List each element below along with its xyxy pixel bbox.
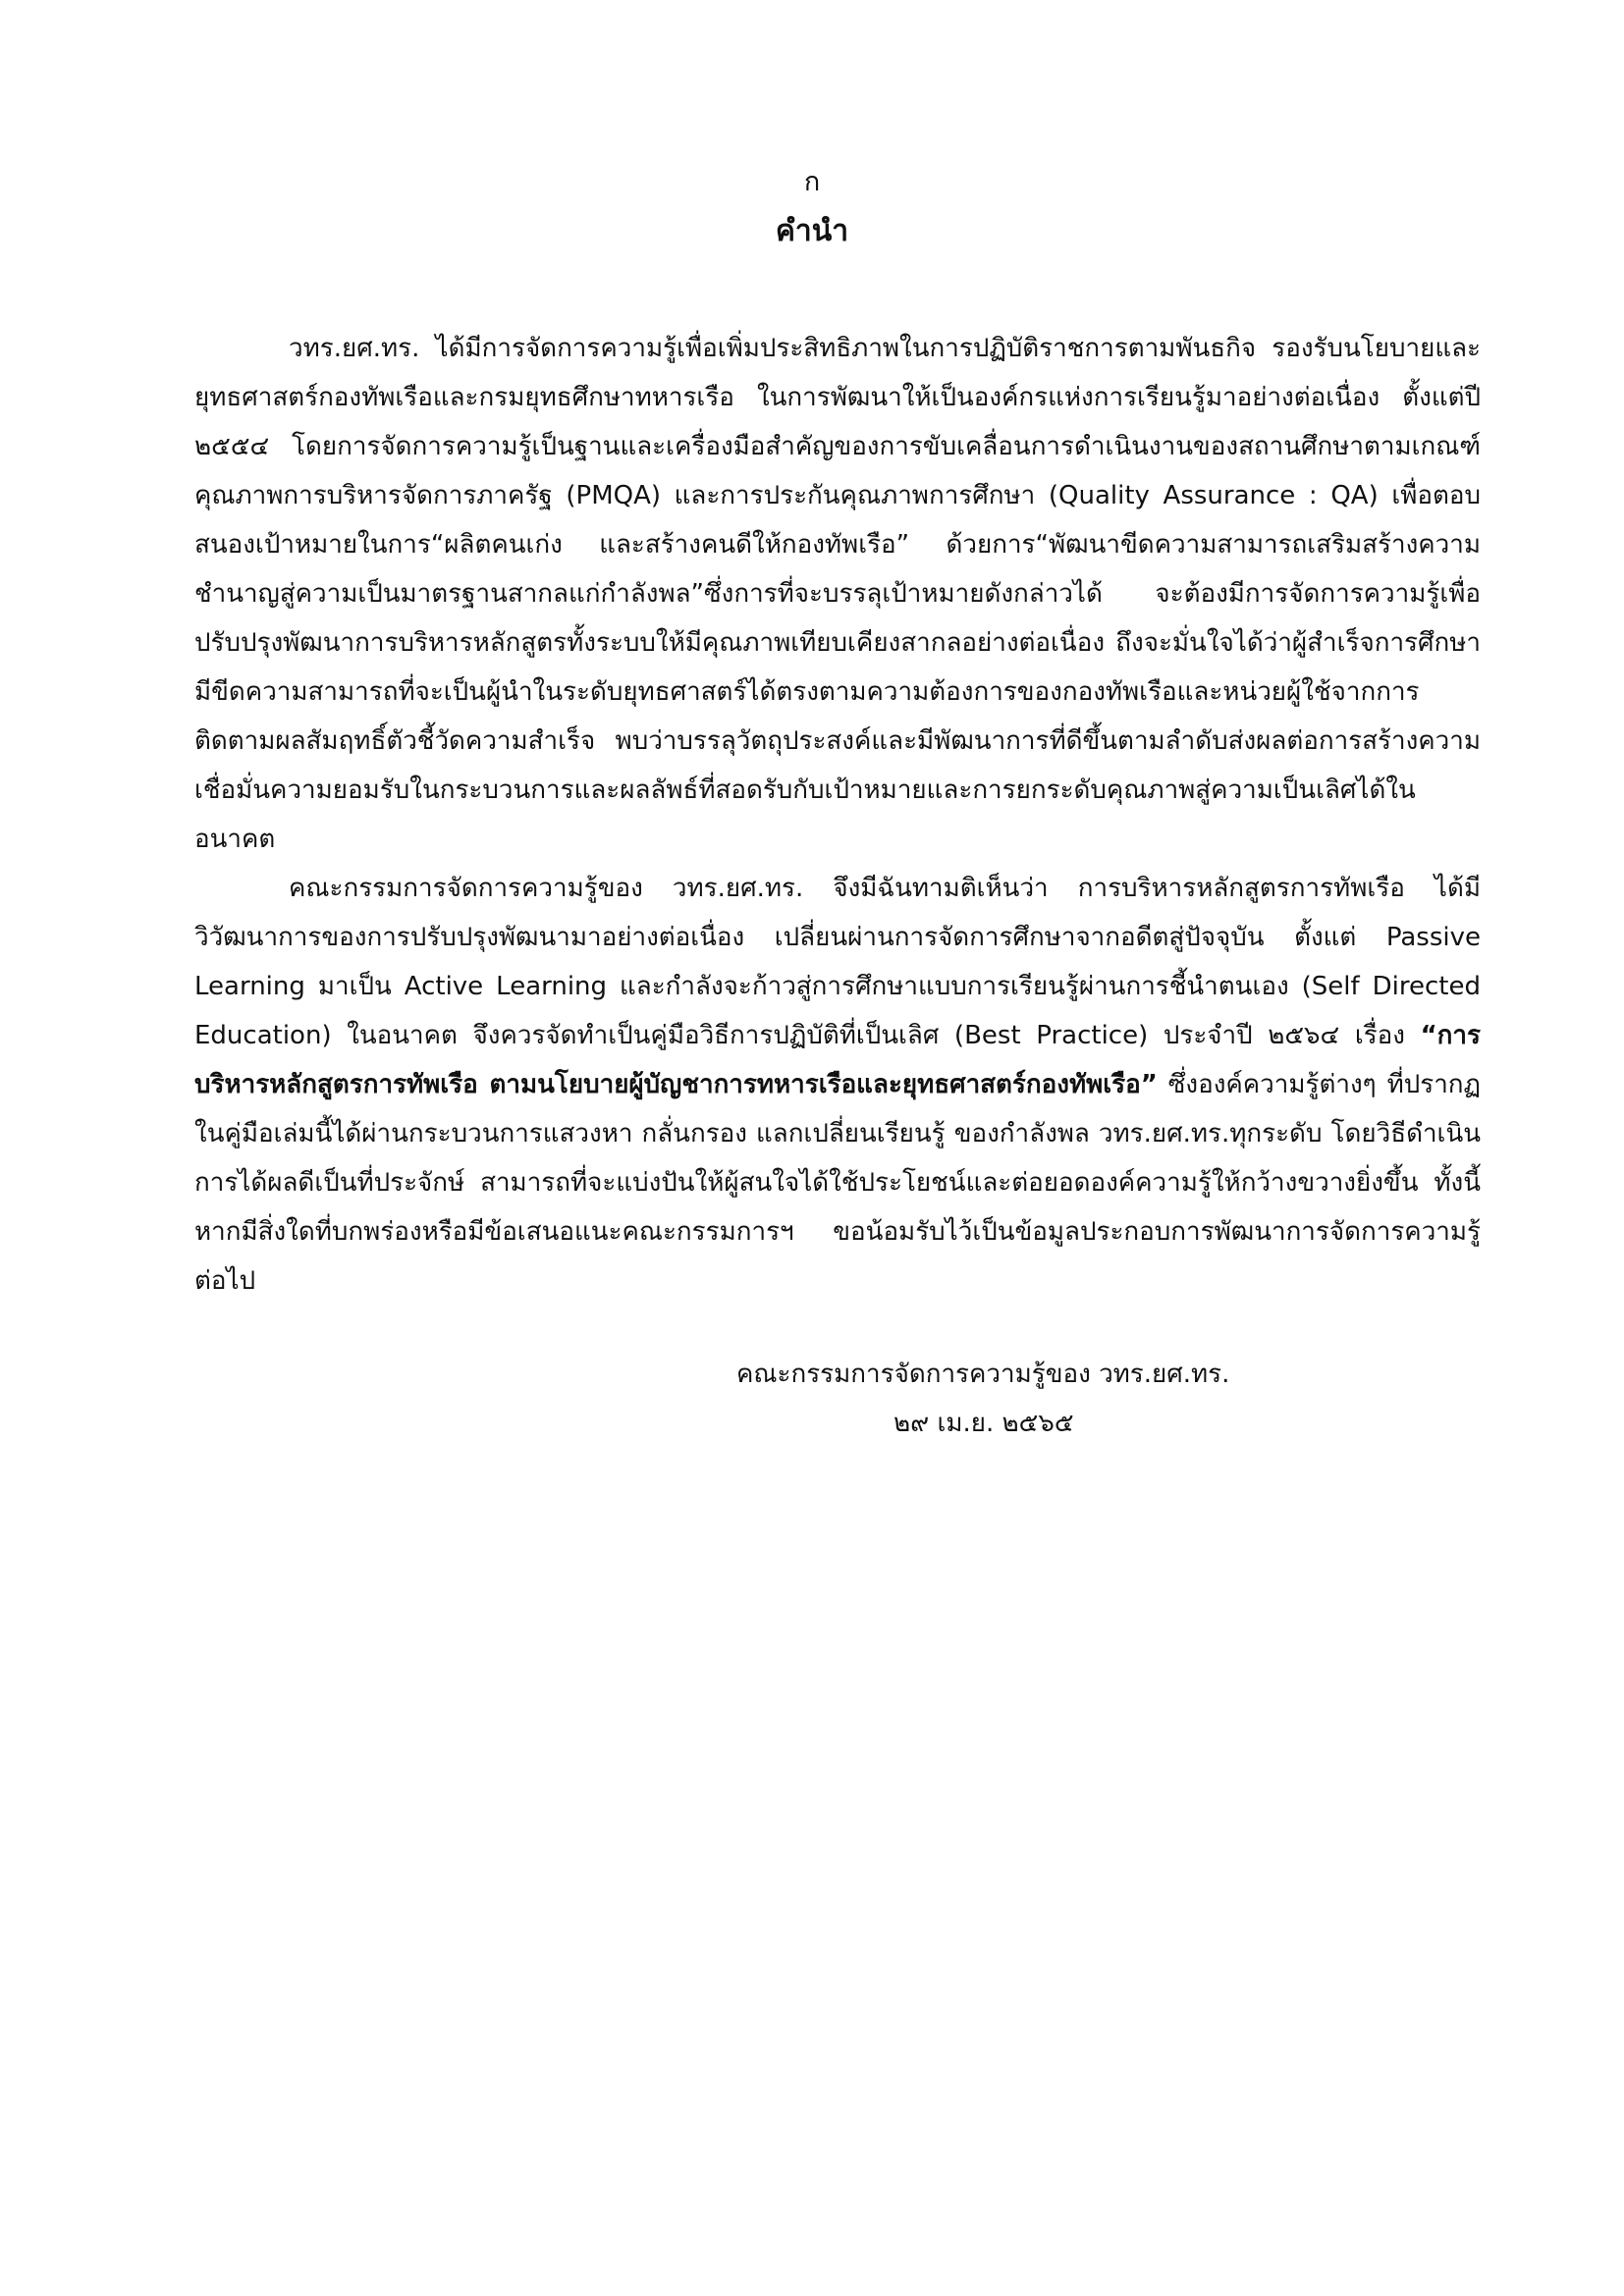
signature-block [727,1350,1276,1448]
paragraph-2 [194,864,1481,1306]
document-body [194,324,1481,1306]
paragraph-1: วทร.ยศ.ทร. ได้มีการจัดการความรู้เพื่อเพิ่มประสิทธิภาพในการปฏิบัติราชการตามพันธกิจ รองรับนโยบายและยุทธศาสตร์กองทัพเรือและกรมยุทธศึกษาทหารเรือ ในการพัฒนาให้เป็นองค์กรแห่งการเรียนรู้มาอย่างต่อเนื่อง ตั้งแต่ปี ๒๕๕๔ โดยการจัดการความรู้เป็นฐานและเครื่องมือสำคัญของการขับเคลื่อนการดำเนินงานของสถานศึกษาตามเกณฑ์คุณภาพการบริหารจัดการภาครัฐ (PMQA) และการประกันคุณภาพการศึกษา (Quality Assurance : QA) เพื่อตอบสนองเป้าหมายในการ“ผลิตคนเก่ง และสร้างคนดีให้กองทัพเรือ” ด้วยการ“พัฒนาขีดความสามารถเสริมสร้างความชำนาญสู่ความเป็นมาตรฐานสากลแก่กำลังพล”ซึ่งการที่จะบรรลุเป้าหมายดังกล่าวได้ จะต้องมีการจัดการความรู้เพื่อปรับปรุงพัฒนาการบริหารหลักสูตรทั้งระบบให้มีคุณภาพเทียบเคียงสากลอย่างต่อเนื่อง ถึงจะมั่นใจได้ว่าผู้สำเร็จการศึกษามีขีดความสามารถที่จะเป็นผู้นำในระดับยุทธศาสตร์ได้ตรงตามความต้องการของกองทัพเรือและหน่วยผู้ใช้จากการติดตามผลสัมฤทธิ์ตัวชี้วัดความสำเร็จ พบว่าบรรลุวัตถุประสงค์และมีพัฒนาการที่ดีขึ้นตามลำดับส่งผลต่อการสร้างความเชื่อมั่นความยอมรับในกระบวนการและผลลัพธ์ที่สอดรับกับเป้าหมายและการยกระดับคุณภาพสู่ความเป็นเลิศได้ในอนาคต [194,334,1481,854]
signature-committee: คณะกรรมการจัดการความรู้ของ วทร.ยศ.ทร. [736,1360,1230,1389]
page-title: คำนำ [775,214,849,248]
paragraph-2-bold-title: “การบริหารหลักสูตรการทัพเรือ ตามนโยบายผู้บัญชาการทหารเรือและยุทธศาสตร์กองทัพเรือ” [194,1021,1481,1099]
paragraph-2-rest: ซึ่งองค์ความรู้ต่างๆ ที่ปรากฏในคู่มือเล่มนี้ได้ผ่านกระบวนการแสวงหา กลั่นกรอง แลกเปลี่ยนเรียนรู้ ของกำลังพล วทร.ยศ.ทร.ทุกระดับ โดยวิธีดำเนินการได้ผลดีเป็นที่ประจักษ์ สามารถที่จะแบ่งปันให้ผู้สนใจได้ใช้ประโยชน์และต่อยอดองค์ความรู้ให้กว้างขวางยิ่งขึ้น ทั้งนี้หากมีสิ่งใดที่บกพร่องหรือมีข้อเสนอแนะคณะกรรมการฯ ขอน้อมรับไว้เป็นข้อมูลประกอบการพัฒนาการจัดการความรู้ต่อไป [194,1070,1481,1296]
signature-date: ๒๙ เม.ย. ๒๕๖๕ [893,1409,1074,1438]
paragraph-2-intro: คณะกรรมการจัดการความรู้ของ วทร.ยศ.ทร. จึงมีฉันทามติเห็นว่า การบริหารหลักสูตรการทัพเรือ ได้มีวิวัฒนาการของการปรับปรุงพัฒนามาอย่างต่อเนื่อง เปลี่ยนผ่านการจัดการศึกษาจากอดีตสู่ปัจจุบัน ตั้งแต่ Passive Learning มาเป็น Active Learning และกำลังจะก้าวสู่การศึกษาแบบการเรียนรู้ผ่านการชี้นำตนเอง (Self Directed Education) ในอนาคต จึงควรจัดทำเป็นคู่มือวิธีการปฏิบัติที่เป็นเลิศ (Best Practice) ประจำปี ๒๕๖๔ เรื่อง [194,874,1481,1050]
page-letter: ก [803,167,821,197]
